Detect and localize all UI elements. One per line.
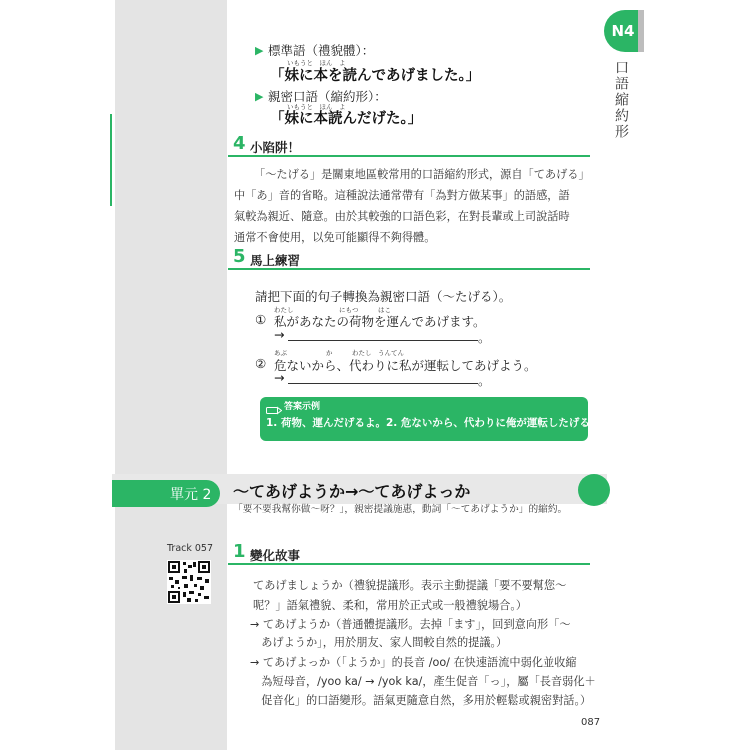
arrow: →	[274, 370, 285, 385]
page-number: 087	[581, 717, 601, 728]
side-title: 口語縮約形	[613, 60, 629, 140]
track-label: Track 057	[167, 543, 214, 554]
section-rule	[228, 268, 590, 270]
answer-text: 1. 荷物、運んだげるよ。2. 危ないから、代わりに俺が運転したげる。	[266, 417, 601, 429]
qr-code[interactable]	[167, 560, 211, 604]
triangle-icon: ▶	[255, 44, 264, 57]
standard-ruby: いもうと ほん よ	[287, 59, 346, 67]
arrow: →	[274, 327, 285, 342]
story-line: てあげましょうか（禮貌提議形。表示主動提議「要不要幫您～	[253, 579, 567, 592]
story-line: 呢？」語氣禮貌、柔和，常用於正式或一般禮貌場合。）	[253, 599, 528, 612]
standard-label: 標準語（禮貌體）：	[268, 43, 375, 58]
blank-end: 。	[478, 373, 491, 388]
q1-sentence: 私があなたの荷物を運んであげます。	[274, 314, 486, 329]
casual-label: 親密口語（縮約形）：	[268, 89, 387, 104]
section4-line: 通常不會使用，以免可能顯得不夠得體。	[234, 231, 436, 244]
section4-line: 氣較為親近、隨意。由於其較強的口語色彩，在對長輩或上司說話時	[234, 210, 570, 223]
story-line: → てあげようか（普通體提議形。去掉「ます」，回到意向形「～	[250, 618, 571, 631]
unit-title: ～てあげようか→～てあげよっか	[233, 482, 471, 501]
q1-number: ①	[255, 312, 267, 327]
casual-ruby: いもうと ほん よ	[287, 103, 346, 111]
exercise-instruction: 請把下面的句子轉換為親密口語（～たげる）。	[255, 289, 512, 304]
section4-line: 中「あ」音的省略。這種說法通常帶有「為對方做某事」的語感，語	[234, 189, 570, 202]
answer-blank	[288, 383, 478, 384]
section-number: 5	[233, 246, 246, 267]
section-title: 馬上練習	[250, 253, 301, 268]
section-number: 4	[233, 133, 246, 154]
level-badge: N4	[604, 10, 642, 52]
margin-marker	[110, 114, 112, 206]
sidebar-band	[115, 0, 227, 750]
q1-ruby: わたし にもつ はこ	[274, 306, 391, 314]
section-title: 小陷阱！	[250, 140, 301, 155]
story-line: 促音化」的口語變形。語氣更隨意自然，多用於輕鬆或親密對話。）	[250, 694, 592, 707]
q2-ruby: あぶ か わたし うんてん	[274, 349, 404, 357]
unit-label: 單元 2	[170, 487, 212, 503]
q2-number: ②	[255, 356, 267, 371]
section-rule	[228, 155, 590, 157]
triangle-icon: ▶	[255, 90, 264, 103]
section-title: 變化故事	[250, 548, 301, 563]
section4-line: 「～たげる」是關東地區較常用的口語縮約形式，源自「てあげる」	[254, 168, 590, 181]
unit-subtitle: 「要不要我幫你做～呀？」，親密提議施惠，動詞「～てあげようか」的縮約。	[233, 504, 568, 515]
q2-sentence: 危ないから、代わりに私が運転してあげよう。	[274, 358, 537, 373]
standard-sentence: 「妹に本を読んであげました。」	[270, 68, 481, 84]
answer-label: 答案示例	[284, 402, 321, 412]
unit-banner-cap	[578, 474, 610, 506]
story-line: → てあげよっか（「ようか」的長音 /oo/ 在快速語流中弱化並收縮	[250, 656, 577, 669]
section-rule	[228, 563, 590, 565]
blank-end: 。	[478, 330, 491, 345]
casual-sentence: 「妹に本読んだげた。」	[270, 111, 423, 127]
answer-blank	[288, 340, 478, 341]
story-line: あげようか」，用於朋友、家人間較自然的提議。）	[250, 636, 508, 649]
story-line: 為短母音，/yoo ka/ → /yok ka/，產生促音「っ」，屬「長音弱化＋	[250, 675, 596, 688]
section-number: 1	[233, 541, 246, 562]
badge-tab	[638, 10, 644, 52]
